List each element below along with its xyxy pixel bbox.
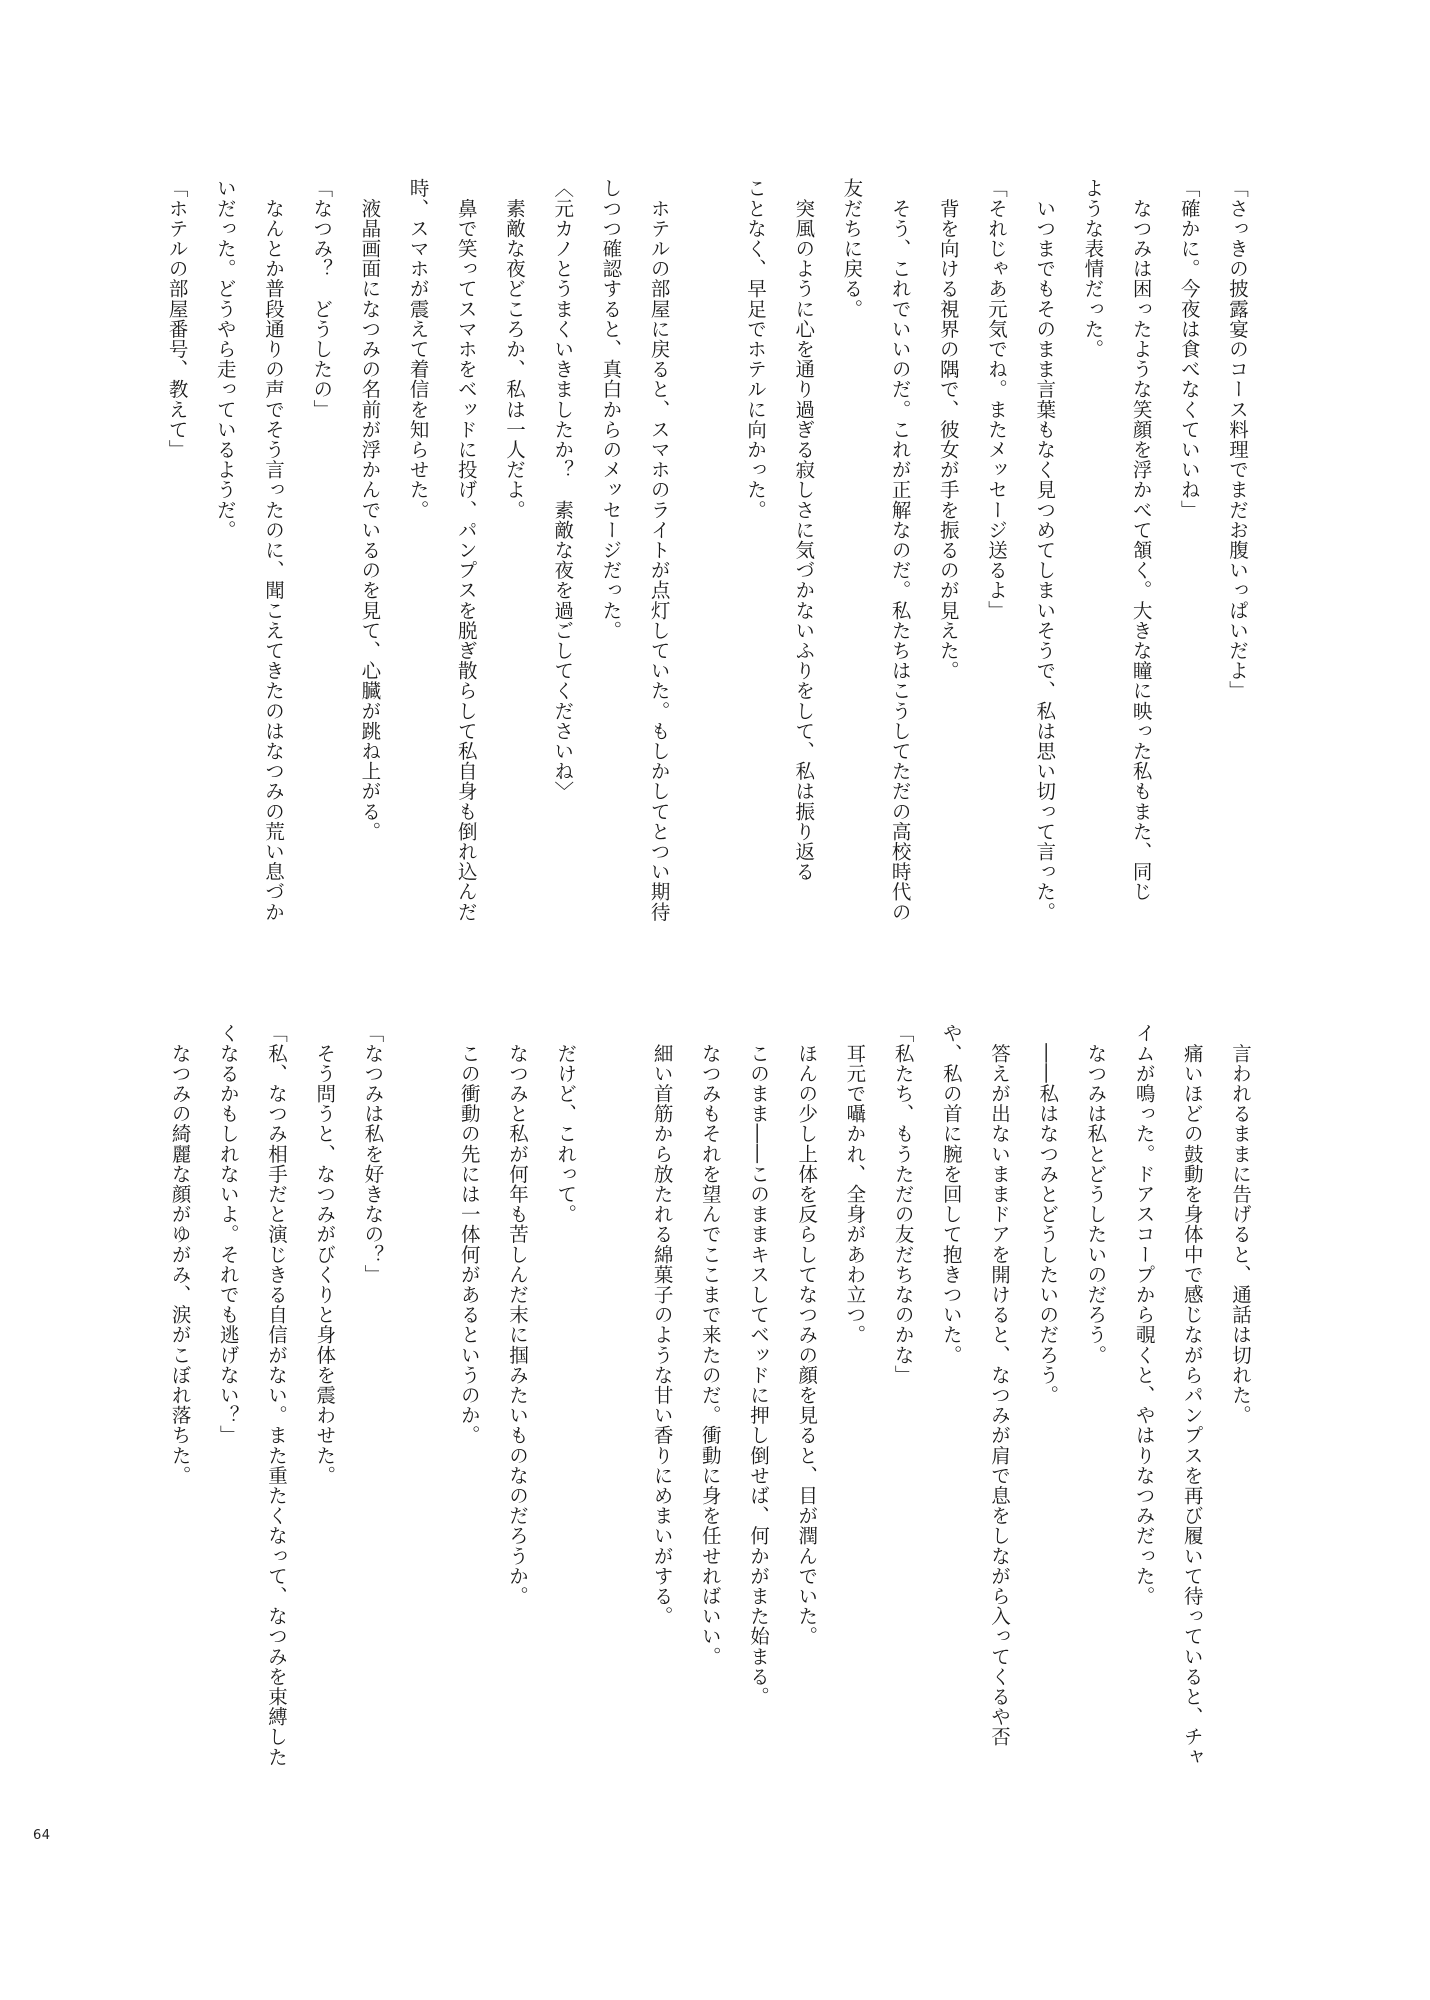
text-line: そう問うと、なつみがびくりと身体を震わせた。 [313,1023,337,1486]
text-line: ホテルの部屋に戻ると、スマホのライトが点灯していた。もしかしてとつい期待 [647,178,671,922]
text-line: このまま――このままキスしてベッドに押し倒せば、何かがまた始まる。 [747,1023,770,1707]
text-line: 「確かに。今夜は食べなくていいね」 [1177,178,1201,520]
text-line: なつみもそれを望んでここまで来たのだ。衝動に身を任せればいい。 [698,1023,722,1667]
text-line: いつまでもそのまま言葉もなく見つめてしまいそうで、私は思い切って言った。 [1033,178,1057,922]
text-line: 鼻で笑ってスマホをベッドに投げ、パンプスを脱ぎ散らして私自身も倒れ込んだ [454,178,478,922]
scene-break [692,178,722,978]
text-line: 「それじゃあ元気でね。またメッセージ送るよ」 [985,178,1008,621]
text-line: この衝動の先には一体何があるというのか。 [457,1023,481,1446]
text-line: なつみは困ったような笑顔を浮かべて頷く。大きな瞳に映った私もまた、同じ [1129,178,1153,902]
text-line: 痛いほどの鼓動を身体中で感じながらパンプスを再び履いて待っていると、チャ [1180,1023,1204,1767]
text-line: や、私の首に腕を回して抱きついた。 [939,1023,963,1365]
text-line: 言われるままに告げると、通話は切れた。 [1229,1023,1252,1425]
text-line: 「なつみ？ どうしたの」 [310,178,334,420]
text-line: 素敵な夜どころか、私は一人だよ。 [503,178,526,520]
top-text-block [152,178,1262,978]
text-line: 友だちに戻る。 [840,178,864,319]
text-line: しつつ確認すると、真白からのメッセージだった。 [599,178,623,641]
text-line: 突風のように心を通り過ぎる寂しさに気づかないふりをして、私は振り返る [792,178,816,882]
text-line: 「ホテルの部屋番号、教えて」 [165,178,189,460]
text-line: なんとか普段通りの声でそう言ったのに、聞こえてきたのはなつみの荒い息づか [262,178,285,922]
text-line: なつみは私とどうしたいのだろう。 [1084,1023,1108,1365]
text-line: なつみの綺麗な顔がゆがみ、涙がこぼれ落ちた。 [168,1023,192,1486]
text-line: 「私たち、もうただの友だちなのかな」 [891,1023,915,1385]
text-line: イムが鳴った。ドアスコープから覗くと、やはりなつみだった。 [1132,1023,1156,1606]
scene-break [406,1023,436,1823]
text-line: ような表情だった。 [1081,178,1105,359]
text-line: 「私、なつみ相手だと演じきる自信がない。また重たくなって、なつみを束縛した [265,1023,288,1767]
text-line: 〈元カノとうまくいきましたか？ 素敵な夜を過ごしてくださいね〉 [551,178,575,802]
text-line: 耳元で囁かれ、全身があわ立つ。 [843,1023,867,1345]
text-line: だけど、これって。 [554,1023,578,1224]
text-line: 液晶画面になつみの名前が浮かんでいるのを見て、心臓が跳ね上がる。 [358,178,382,842]
text-line: ほんの少し上体を反らしてなつみの顔を見ると、目が潤んでいた。 [795,1023,819,1647]
scene-break [598,1023,628,1823]
text-line: ことなく、早足でホテルに向かった。 [744,178,767,520]
text-line: 答えが出ないままドアを開けると、なつみが肩で息をしながら入ってくるや否 [988,1023,1011,1747]
text-line: くなるかもしれないよ。それでも逃げない？」 [216,1023,240,1446]
text-line: なつみと私が何年も苦しんだ末に掴みたいものなのだろうか。 [506,1023,529,1606]
text-line: ――私はなつみとどうしたいのだろう。 [1036,1023,1060,1405]
text-line: 「さっきの披露宴のコース料理でまだお腹いっぱいだよ」 [1226,178,1249,701]
text-line: 背を向ける視界の隅で、彼女が手を振るのが見えた。 [936,178,960,681]
text-line: 時、スマホが震えて着信を知らせた。 [406,178,430,520]
text-line: いだった。どうやら走っているようだ。 [213,178,237,540]
text-line: 細い首筋から放たれる綿菓子のような甘い香りにめまいがする。 [650,1023,674,1626]
bottom-text-block [152,1023,1262,1823]
page-number: 64 [33,1828,51,1843]
text-line: そう、これでいいのだ。これが正解なのだ。私たちはこうしてただの高校時代の [888,178,912,922]
text-line: 「なつみは私を好きなの？」 [361,1023,385,1285]
